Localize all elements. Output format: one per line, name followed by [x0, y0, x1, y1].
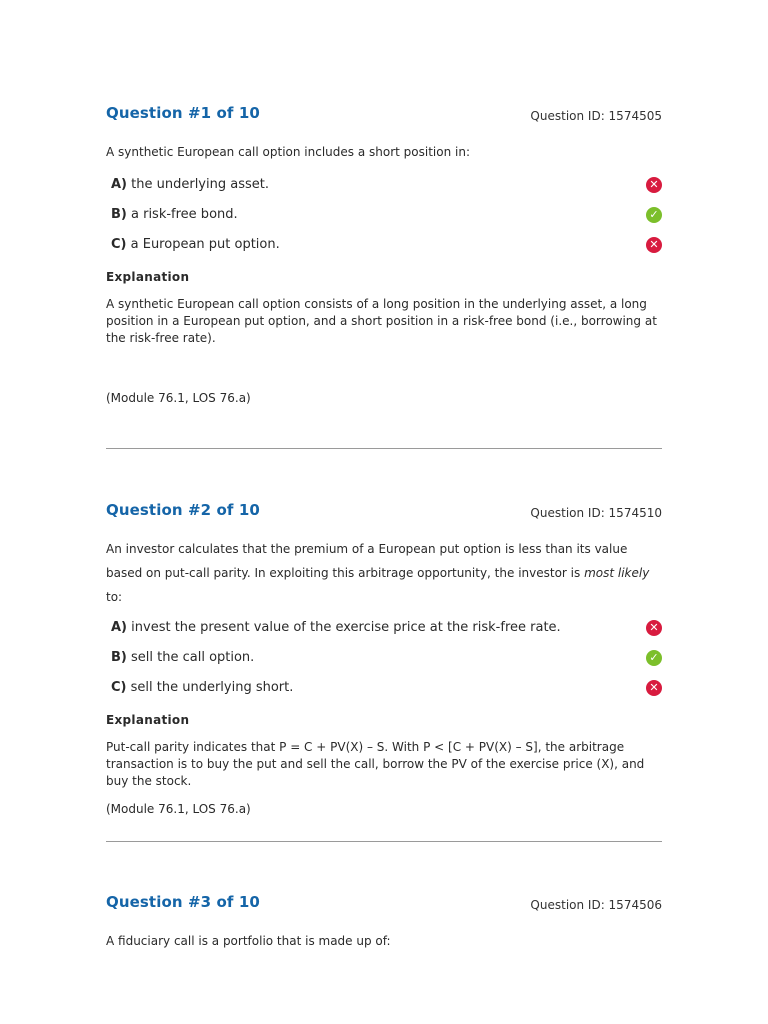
answer-letter: A) — [111, 620, 128, 635]
answer-a[interactable] — [106, 170, 662, 200]
module-reference: (Module 76.1, LOS 76.a) — [106, 802, 251, 816]
question-text-emphasis: most likely — [584, 566, 650, 580]
explanation-title: Explanation — [106, 713, 190, 727]
answer-a[interactable] — [106, 613, 662, 643]
question-header — [106, 893, 662, 917]
answer-letter: C) — [111, 680, 127, 695]
answer-letter: C) — [111, 237, 127, 252]
module-reference: (Module 76.1, LOS 76.a) — [106, 391, 251, 405]
correct-icon: ✓ — [646, 207, 662, 223]
question-text: A synthetic European call option includes a short position in: — [106, 145, 470, 159]
incorrect-icon: ✕ — [646, 620, 662, 636]
question-text-part: to: — [106, 590, 123, 604]
incorrect-icon: ✕ — [646, 237, 662, 253]
question-text: A fiduciary call is a portfolio that is made up of: — [106, 934, 391, 948]
question-header — [106, 501, 662, 525]
answer-c[interactable] — [106, 230, 662, 260]
explanation-text: A synthetic European call option consists of a long position in the underlying asset, a long position in a European put option, and a short position in a risk-free bond (i.e., borrowing at the risk-free rate). — [106, 297, 657, 345]
section-divider — [106, 448, 662, 449]
incorrect-icon: ✕ — [646, 680, 662, 696]
answer-letter: B) — [111, 650, 127, 665]
answer-text: sell the call option. — [131, 650, 255, 665]
answer-text: a risk-free bond. — [131, 207, 238, 222]
answer-text: sell the underlying short. — [130, 680, 294, 695]
question-id: Question ID: 1574506 — [530, 898, 662, 912]
answer-text: a European put option. — [130, 237, 280, 252]
answer-b[interactable] — [106, 200, 662, 230]
question-title: Question #1 of 10 — [106, 104, 260, 122]
answer-letter: B) — [111, 207, 127, 222]
answer-text: the underlying asset. — [131, 177, 269, 192]
explanation-title: Explanation — [106, 270, 190, 284]
question-id: Question ID: 1574505 — [530, 109, 662, 123]
correct-icon: ✓ — [646, 650, 662, 666]
section-divider — [106, 841, 662, 842]
answer-text: invest the present value of the exercise price at the risk-free rate. — [131, 620, 561, 635]
question-3 — [106, 893, 662, 953]
question-title: Question #2 of 10 — [106, 501, 260, 519]
incorrect-icon: ✕ — [646, 177, 662, 193]
question-1 — [106, 104, 662, 405]
question-2 — [106, 501, 662, 816]
answer-letter: A) — [111, 177, 128, 192]
explanation-text: Put-call parity indicates that P = C + PV(X) – S. With P < [C + PV(X) – S], the arbitrage transaction is to buy the put and sell the call, borrow the PV of the exercise price (X), and buy the stock. — [106, 740, 645, 788]
question-id: Question ID: 1574510 — [530, 506, 662, 520]
question-header — [106, 104, 662, 128]
question-text-part: An investor calculates that the premium of a European put option is less than its value based on put-call parity. In exploiting this arbitrage opportunity, the investor is — [106, 542, 628, 580]
answer-c[interactable] — [106, 673, 662, 703]
question-text — [106, 537, 662, 609]
question-title: Question #3 of 10 — [106, 893, 260, 911]
answer-b[interactable] — [106, 643, 662, 673]
